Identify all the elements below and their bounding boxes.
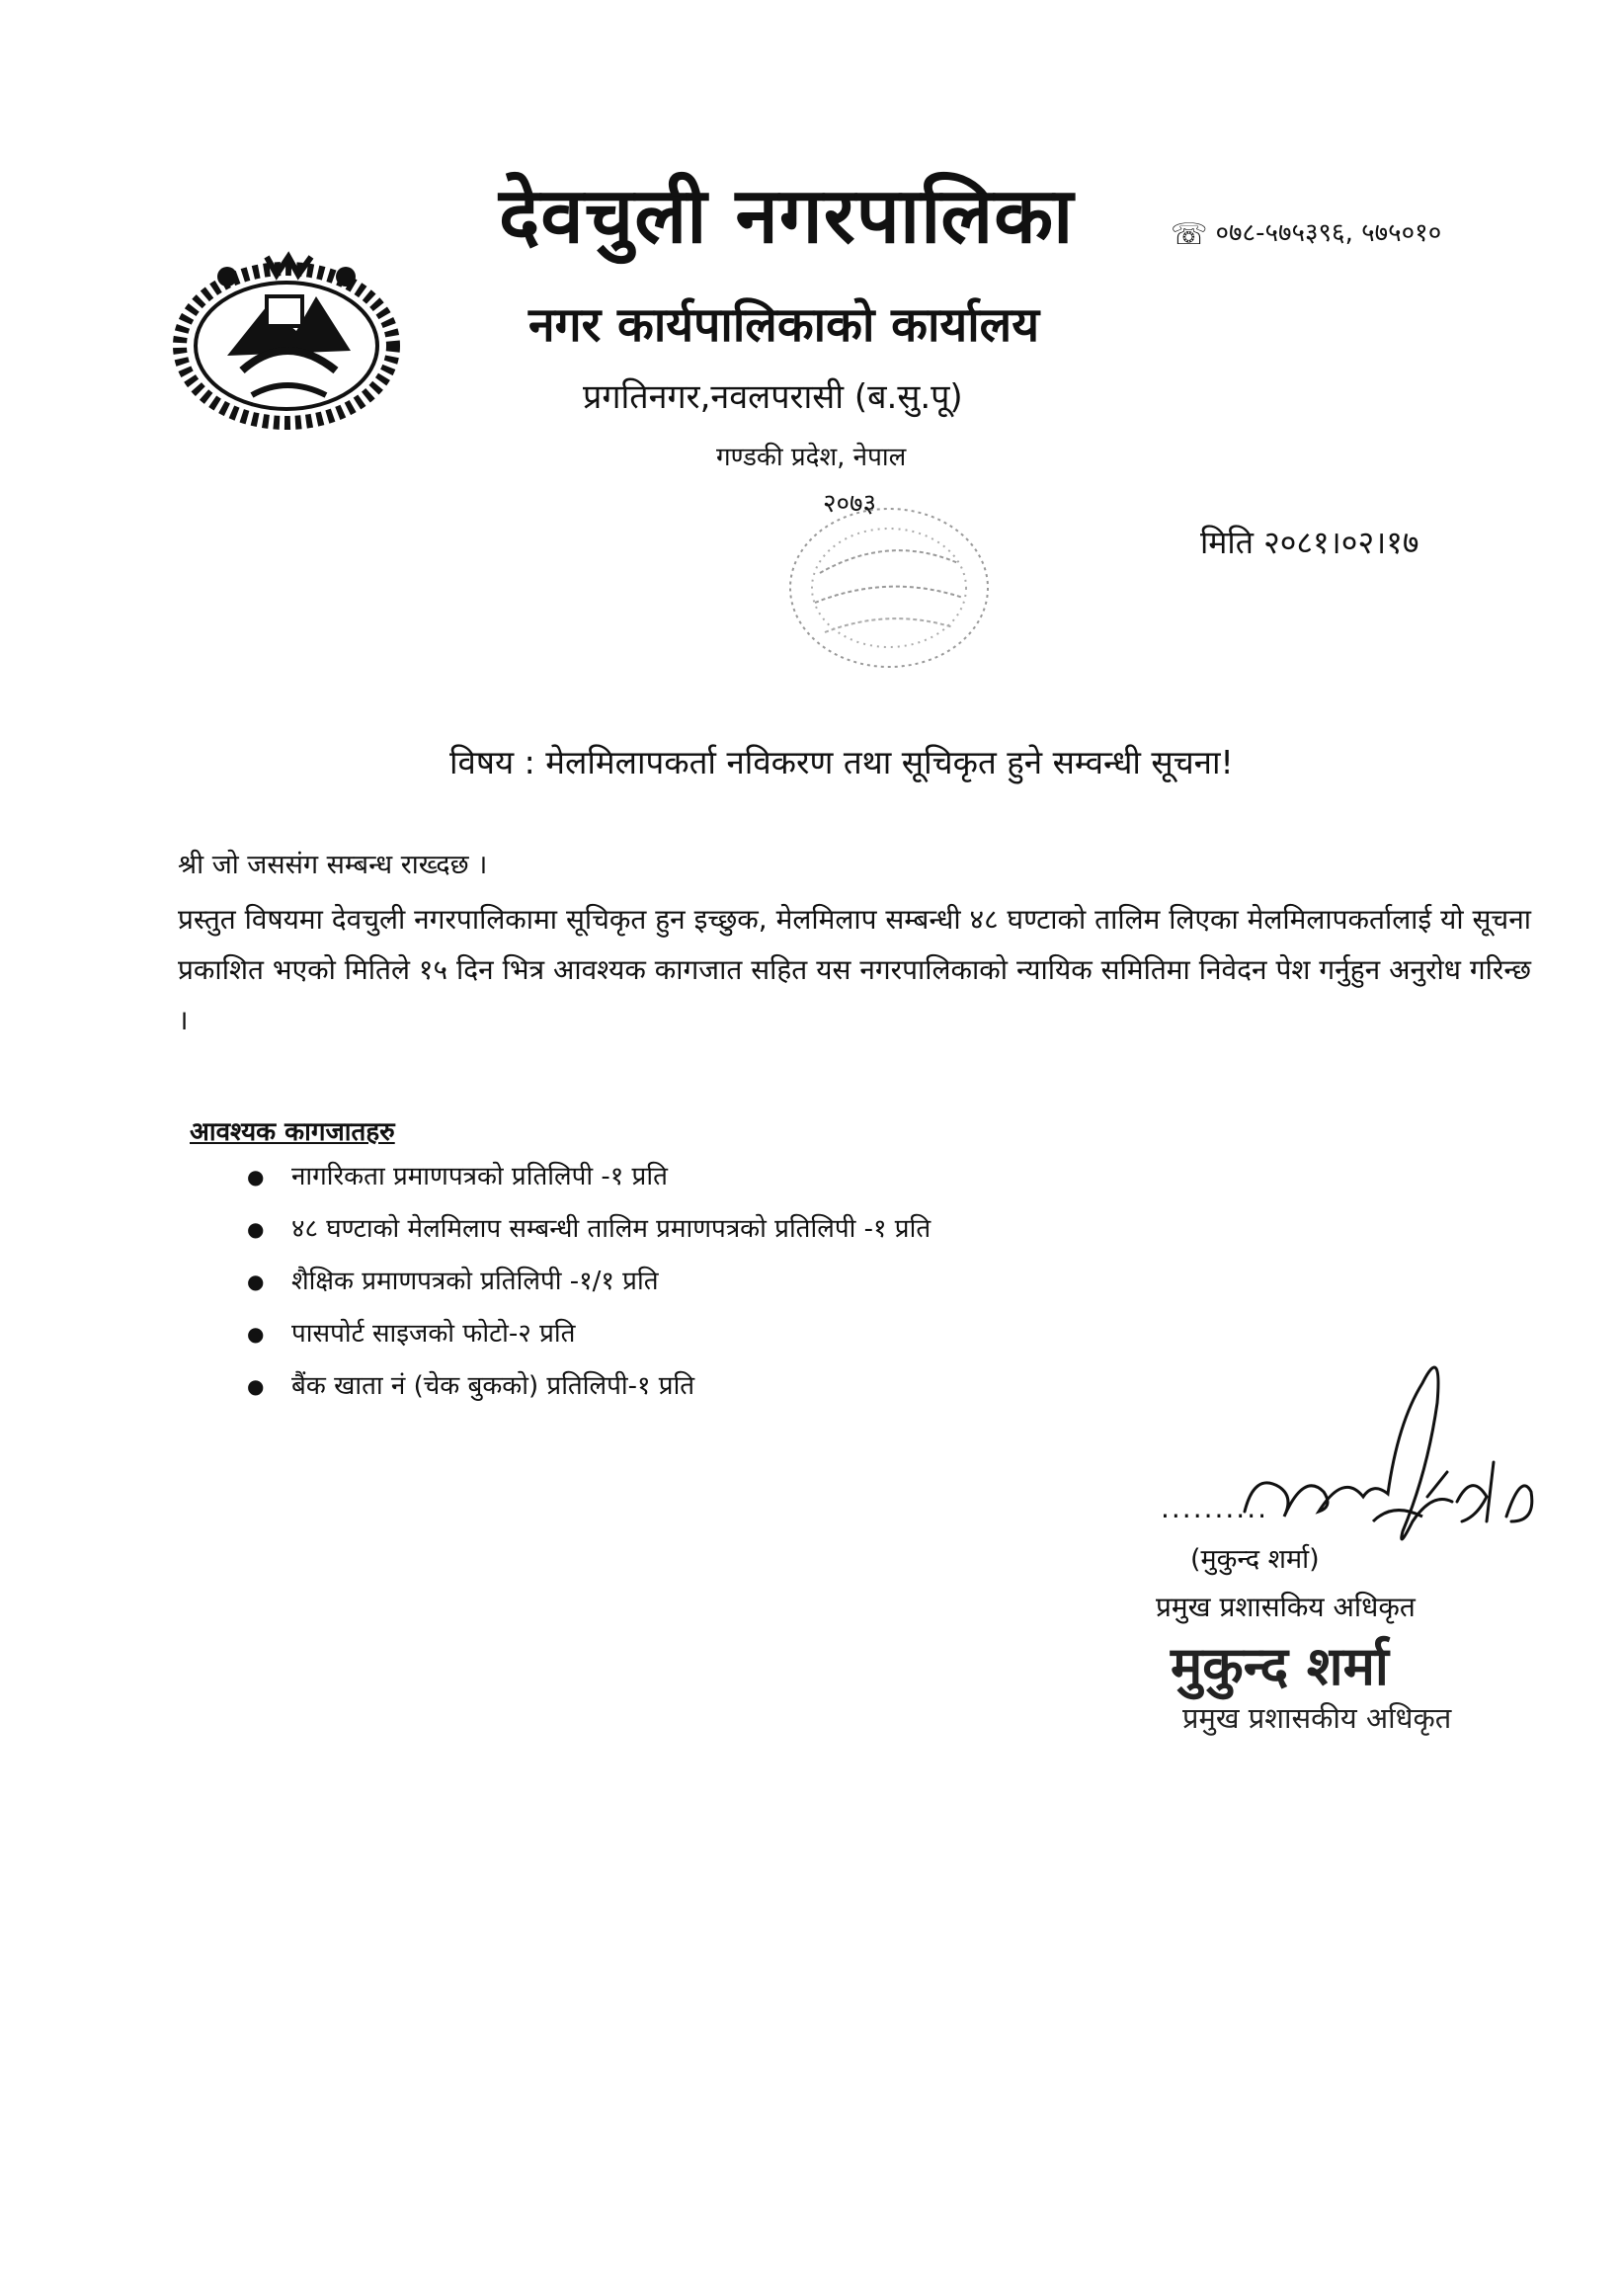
- seal-name: मुकुन्द शर्मा: [1171, 1635, 1389, 1697]
- signatory-title: प्रमुख प्रशासकिय अधिकृत: [1156, 1591, 1416, 1623]
- document-item: बैंक खाता नं (चेक बुकको) प्रतिलिपी-१ प्रति: [291, 1371, 695, 1401]
- organization-name: देवचुली नगरपालिका: [499, 172, 1075, 261]
- list-item: [237, 1256, 931, 1308]
- list-item: [237, 1203, 931, 1256]
- document-item: नागरिकता प्रमाणपत्रको प्रतिलिपी -१ प्रति: [291, 1162, 668, 1191]
- document-item: ४८ घण्टाको मेलमिलाप सम्बन्धी तालिम प्रमाणपत्रको प्रतिलिपी -१ प्रति: [291, 1214, 932, 1244]
- telephone-icon: ☏: [1171, 217, 1208, 252]
- bullet-icon: ●: [247, 1217, 265, 1241]
- province-line: गण्डकी प्रदेश, नेपाल: [716, 443, 907, 472]
- list-item: [237, 1360, 931, 1413]
- phone-block: [1171, 213, 1441, 252]
- documents-list: [237, 1151, 931, 1413]
- letter-date: मिति २०८१।०२।१७: [1200, 524, 1419, 561]
- document-item: पासपोर्ट साइजको फोटो-२ प्रति: [291, 1319, 576, 1349]
- signatory-name: (मुकुन्द शर्मा): [1190, 1544, 1320, 1575]
- seal-title: प्रमुख प्रशासकीय अधिकृत: [1182, 1701, 1452, 1735]
- bullet-icon: ●: [247, 1270, 265, 1293]
- office-name: नगर कार्यपालिकाको कार्यालय: [528, 297, 1040, 353]
- name-seal-stamp: [1171, 1635, 1487, 1749]
- bullet-icon: ●: [247, 1374, 265, 1398]
- office-stamp: [770, 494, 1008, 682]
- established-year: २०७३: [823, 489, 877, 519]
- notice-body: प्रस्तुत विषयमा देवचुली नगरपालिकामा सूचिकृत हुन इच्छुक, मेलमिलाप सम्बन्धी ४८ घण्टाको तालिम लिएका मेलमिलापकर्तालाई यो सूचना प्रकाशित भएको मितिले १५ दिन भित्र आवश्यक कागजात सहित यस नगरपालिकाको न्यायिक समितिमा निवेदन पेश गर्नुहुन अनुरोध गरिन्छ ।: [178, 903, 1531, 1036]
- signature-line: ..........: [1161, 1492, 1269, 1524]
- document-item: शैक्षिक प्रमाणपत्रको प्रतिलिपी -१/१ प्रति: [291, 1267, 659, 1296]
- nepal-emblem-icon: [168, 237, 405, 435]
- phone-numbers: ०७८-५७५३९६, ५७५०१०: [1215, 218, 1442, 248]
- handwritten-signature: [1225, 1324, 1551, 1561]
- documents-heading: आवश्यक कागजातहरु: [190, 1117, 395, 1147]
- bullet-icon: ●: [247, 1165, 265, 1189]
- bullet-icon: ●: [247, 1322, 265, 1346]
- list-item: [237, 1151, 931, 1203]
- subject-line: विषय : मेलमिलापकर्ता नविकरण तथा सूचिकृत हुने सम्वन्धी सूचना!: [449, 743, 1234, 781]
- salutation: श्री जो जससंग सम्बन्ध राख्दछ ।: [178, 850, 488, 880]
- list-item: [237, 1308, 931, 1360]
- office-address: प्रगतिनगर,नवलपरासी (ब.सु.पू): [583, 377, 963, 417]
